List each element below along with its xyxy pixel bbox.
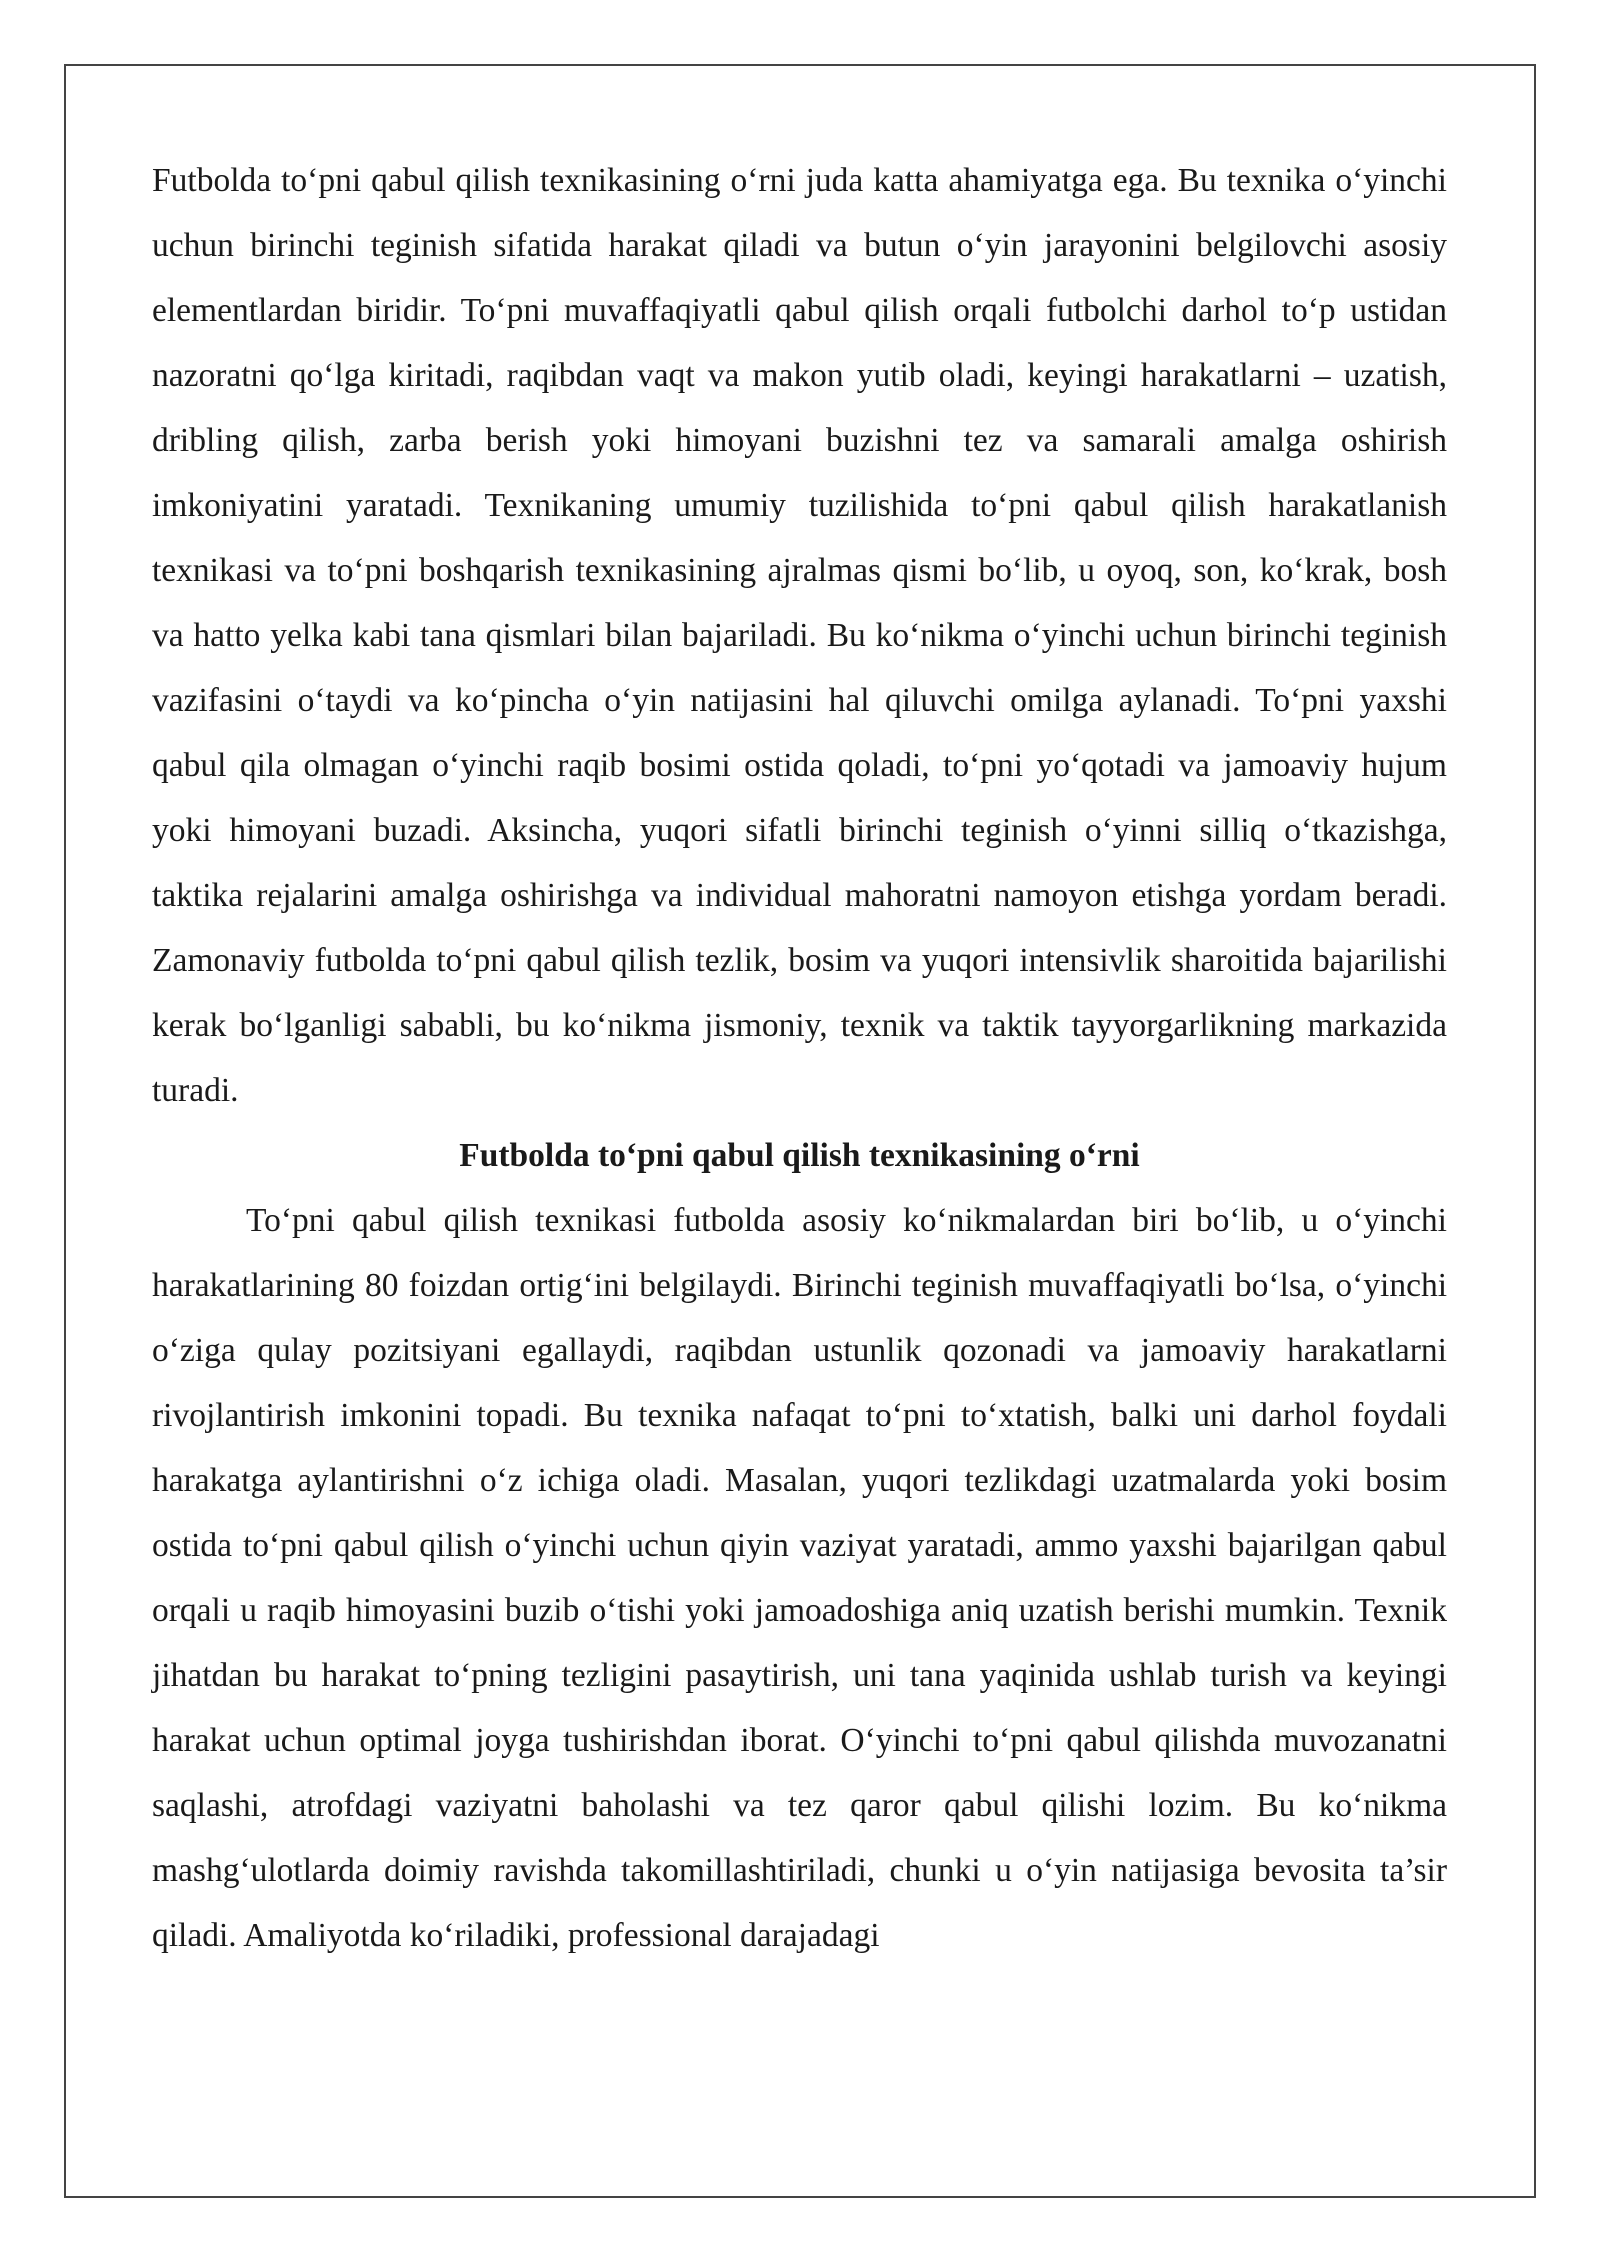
- document-body: [152, 148, 1447, 1968]
- section-heading: Futbolda to‘pni qabul qilish texnikasining o‘rni: [459, 1137, 1140, 1174]
- intro-paragraph: Futbolda to‘pni qabul qilish texnikasining o‘rni juda katta ahamiyatga ega. Bu texnika o‘yinchi uchun birinchi teginish sifatida harakat qiladi va butun o‘yin jarayonini belgilovchi asosiy elementlardan biridir. To‘pni muvaffaqiyatli qabul qilish orqali futbolchi darhol to‘p ustidan nazoratni qo‘lga kiritadi, raqibdan vaqt va makon yutib oladi, keyingi harakatlarni – uzatish, dribling qilish, zarba berish yoki himoyani buzishni tez va samarali amalga oshirish imkoniyatini yaratadi. Texnikaning umumiy tuzilishida to‘pni qabul qilish harakatlanish texnikasi va to‘pni boshqarish texnikasining ajralmas qismi bo‘lib, u oyoq, son, ko‘krak, bosh va hatto yelka kabi tana qismlari bilan bajariladi. Bu ko‘nikma o‘yinchi uchun birinchi teginish vazifasini o‘taydi va ko‘pincha o‘yin natijasini hal qiluvchi omilga aylanadi. To‘pni yaxshi qabul qila olmagan o‘yinchi raqib bosimi ostida qoladi, to‘pni yo‘qotadi va jamoaviy hujum yoki himoyani buzadi. Aksincha, yuqori sifatli birinchi teginish o‘yinni silliq o‘tkazishga, taktika rejalarini amalga oshirishga va individual mahoratni namoyon etishga yordam beradi. Zamonaviy futbolda to‘pni qabul qilish tezlik, bosim va yuqori intensivlik sharoitida bajarilishi kerak bo‘lganligi sababli, bu ko‘nikma jismoniy, texnik va taktik tayyorgarlikning markazida turadi.: [152, 162, 1447, 1109]
- body-paragraph: To‘pni qabul qilish texnikasi futbolda asosiy ko‘nikmalardan biri bo‘lib, u o‘yinchi harakatlarining 80 foizdan ortig‘ini belgilaydi. Birinchi teginish muvaffaqiyatli bo‘lsa, o‘yinchi o‘ziga qulay pozitsiyani egallaydi, raqibdan ustunlik qozonadi va jamoaviy harakatlarni rivojlantirish imkonini topadi. Bu texnika nafaqat to‘pni to‘xtatish, balki uni darhol foydali harakatga aylantirishni o‘z ichiga oladi. Masalan, yuqori tezlikdagi uzatmalarda yoki bosim ostida to‘pni qabul qilish o‘yinchi uchun qiyin vaziyat yaratadi, ammo yaxshi bajarilgan qabul orqali u raqib himoyasini buzib o‘tishi yoki jamoadoshiga aniq uzatish berishi mumkin. Texnik jihatdan bu harakat to‘pning tezligini pasaytirish, uni tana yaqinida ushlab turish va keyingi harakat uchun optimal joyga tushirishdan iborat. O‘yinchi to‘pni qabul qilishda muvozanatni saqlashi, atrofdagi vaziyatni baholashi va tez qaror qabul qilishi lozim. Bu ko‘nikma mashg‘ulotlarda doimiy ravishda takomillashtiriladi, chunki u o‘yin natijasiga bevosita ta’sir qiladi. Amaliyotda ko‘riladiki, professional darajadagi: [152, 1202, 1447, 1954]
